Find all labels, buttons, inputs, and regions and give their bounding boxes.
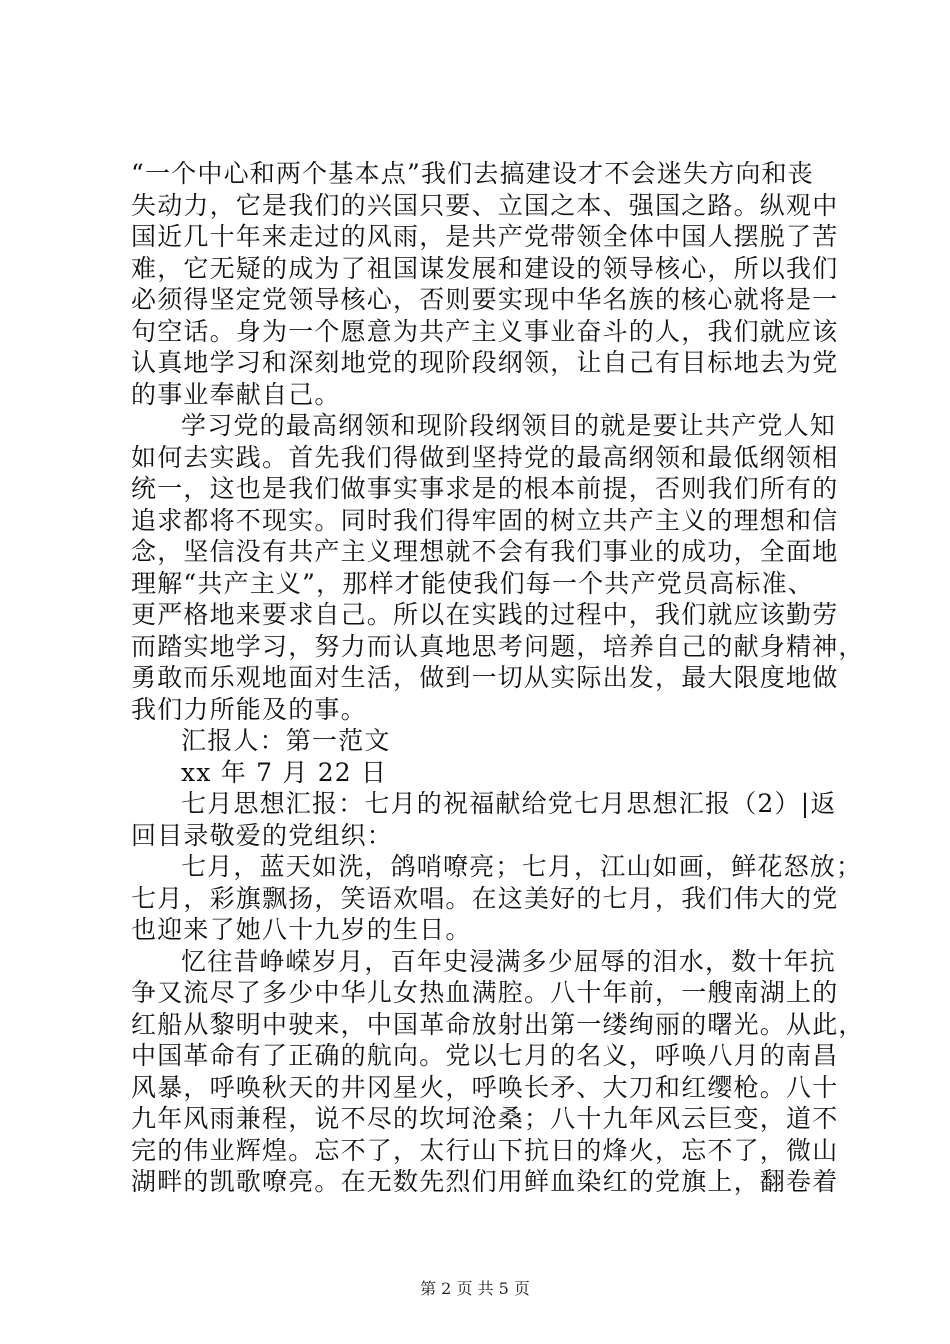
text-line: 学习党的最高纲领和现阶段纲领目的就是要让共产党人知 <box>181 411 837 440</box>
text-line: 风暴，呼唤秋天的井冈星火，呼唤长矛、大刀和红缨枪。八十 <box>131 1072 839 1102</box>
text-line: xx 年 7 月 22 日 <box>181 757 388 787</box>
page-footer: 第 2 页 共 5 页 <box>420 1279 530 1298</box>
text-line: 认真地学习和深刻地党的现阶段纲领，让自己有目标地去为党 <box>131 348 839 377</box>
text-line: 红船从黎明中驶来，中国革命放射出第一缕绚丽的曙光。从此， <box>131 1009 865 1039</box>
text-line: 回目录敬爱的党组织： <box>131 820 394 850</box>
text-line: 九年风雨兼程，说不尽的坎坷沧桑；八十九年风云巨变，道不 <box>131 1104 839 1133</box>
text-line: 理解“共产主义”，那样才能使我们每一个共产党员高标准、 <box>131 568 814 598</box>
text-line: 七月，彩旗飘扬，笑语欢唱。在这美好的七月，我们伟大的党 <box>131 883 839 913</box>
text-line: 汇报人：第一范文 <box>181 726 391 755</box>
text-line: 也迎来了她八十九岁的生日。 <box>131 915 472 944</box>
text-line: 湖畔的凯歌嘹亮。在无数先烈们用鲜血染红的党旗上，翻卷着 <box>131 1167 839 1196</box>
text-line: 统一，这也是我们做事实事求是的根本前提，否则我们所有的 <box>131 474 839 503</box>
text-line: 七月思想汇报：七月的祝福献给党七月思想汇报（2）|返 <box>181 789 837 818</box>
text-line: 的事业奉献自己。 <box>131 379 341 409</box>
text-line: 而踏实地学习，努力而认真地思考问题，培养自己的献身精神， <box>131 631 865 661</box>
text-line: 更严格地来要求自己。所以在实践的过程中，我们就应该勤劳 <box>131 600 839 629</box>
text-line: 完的伟业辉煌。忘不了，太行山下抗日的烽火，忘不了，微山 <box>131 1135 839 1165</box>
text-line: 失动力，它是我们的兴国只要、立国之本、强国之路。纵观中 <box>131 190 839 220</box>
text-line: “一个中心和两个基本点”我们去搞建设才不会迷失方向和丧 <box>131 159 814 188</box>
text-line: 念，坚信没有共产主义理想就不会有我们事业的成功，全面地 <box>131 537 839 566</box>
document-body <box>131 158 865 1198</box>
text-line: 中国革命有了正确的航向。党以七月的名义，呼唤八月的南昌 <box>131 1041 839 1070</box>
text-line: 难，它无疑的成为了祖国谋发展和建设的领导核心，所以我们 <box>131 253 839 283</box>
text-line: 句空话。身为一个愿意为共产主义事业奋斗的人，我们就应该 <box>131 316 839 346</box>
text-line: 争又流尽了多少中华儿女热血满腔。八十年前，一艘南湖上的 <box>131 978 839 1007</box>
text-line: 忆往昔峥嵘岁月，百年史浸满多少屈辱的泪水，数十年抗 <box>181 946 837 976</box>
text-line: 七月，蓝天如洗，鸽哨嘹亮；七月，江山如画，鲜花怒放； <box>181 852 863 881</box>
text-line: 如何去实践。首先我们得做到坚持党的最高纲领和最低纲领相 <box>131 442 839 472</box>
text-line: 国近几十年来走过的风雨，是共产党带领全体中国人摆脱了苦 <box>131 222 839 251</box>
text-line: 我们力所能及的事。 <box>131 694 367 724</box>
text-line: 勇敢而乐观地面对生活，做到一切从实际出发，最大限度地做 <box>131 663 839 692</box>
text-line: 追求都将不现实。同时我们得牢固的树立共产主义的理想和信 <box>131 505 839 535</box>
text-line: 必须得坚定党领导核心，否则要实现中华名族的核心就将是一 <box>131 285 839 314</box>
